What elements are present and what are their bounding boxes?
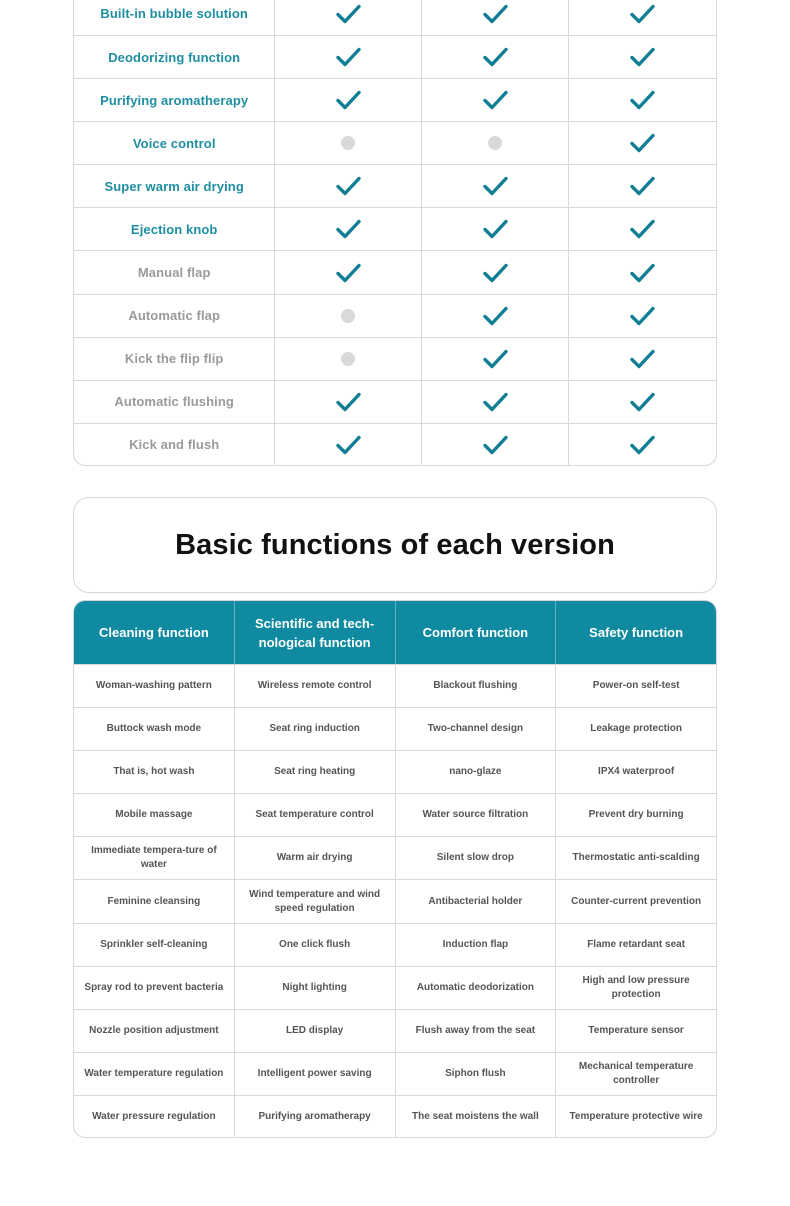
- table-row: [74, 793, 716, 836]
- unavailable-dot-icon: [341, 352, 355, 366]
- comparison-table: [73, 0, 717, 466]
- table-cell: nano-glaze: [396, 751, 557, 793]
- table-cell: Antibacterial holder: [396, 880, 557, 922]
- table-cell: Nozzle position adjustment: [74, 1010, 235, 1052]
- feature-availability-cell: [275, 338, 422, 380]
- check-icon: [335, 89, 362, 111]
- column-header: Comfort function: [396, 601, 557, 664]
- check-icon: [629, 218, 656, 240]
- feature-availability-cell: [422, 208, 569, 250]
- feature-label: Super warm air drying: [74, 165, 275, 207]
- feature-availability-cell: [275, 165, 422, 207]
- check-icon: [482, 46, 509, 68]
- table-cell: Buttock wash mode: [74, 708, 235, 750]
- feature-label: Purifying aromatherapy: [74, 79, 275, 121]
- table-row: [74, 207, 716, 250]
- feature-availability-cell: [569, 381, 716, 423]
- table-row: [74, 966, 716, 1009]
- feature-availability-cell: [275, 251, 422, 293]
- check-icon: [629, 89, 656, 111]
- table-row: [74, 750, 716, 793]
- check-icon: [482, 348, 509, 370]
- table-row: [74, 121, 716, 164]
- table-cell: Prevent dry burning: [588, 809, 684, 821]
- feature-label: Voice control: [74, 122, 275, 164]
- feature-availability-cell: [569, 424, 716, 466]
- check-icon: [482, 89, 509, 111]
- table-cell: Night lighting: [235, 967, 396, 1009]
- feature-availability-cell: [275, 208, 422, 250]
- check-icon: [629, 348, 656, 370]
- feature-availability-cell: [569, 165, 716, 207]
- table-cell: Seat ring heating: [235, 751, 396, 793]
- table-row: [74, 380, 716, 423]
- feature-availability-cell: [275, 122, 422, 164]
- feature-availability-cell: [275, 36, 422, 78]
- table-cell: Blackout flushing: [396, 665, 557, 707]
- table-cell: Water source filtration: [396, 794, 557, 836]
- check-icon: [629, 262, 656, 284]
- table-cell: Immediate tempera-ture of water: [74, 837, 235, 879]
- table-cell: IPX4 waterproof: [598, 766, 675, 778]
- table-row: [74, 0, 716, 35]
- feature-availability-cell: [275, 424, 422, 466]
- table-row: [74, 35, 716, 78]
- feature-availability-cell: [422, 36, 569, 78]
- table-cell: Mobile massage: [74, 794, 235, 836]
- table-cell: Induction flap: [396, 924, 557, 966]
- feature-label: Kick the flip flip: [74, 338, 275, 380]
- unavailable-dot-icon: [341, 136, 355, 150]
- table-cell: Intelligent power saving: [235, 1053, 396, 1095]
- feature-availability-cell: [569, 208, 716, 250]
- table-row: [74, 1009, 716, 1052]
- table-cell: Silent slow drop: [396, 837, 557, 879]
- check-icon: [629, 175, 656, 197]
- table-cell: Feminine cleansing: [74, 880, 235, 922]
- feature-availability-cell: [422, 165, 569, 207]
- check-icon: [335, 218, 362, 240]
- check-icon: [482, 305, 509, 327]
- check-icon: [482, 391, 509, 413]
- table-cell: Water temperature regulation: [74, 1053, 235, 1095]
- table-cell: Wireless remote control: [235, 665, 396, 707]
- table-row: [74, 294, 716, 337]
- table-cell: Water pressure regulation: [74, 1096, 235, 1138]
- check-icon: [335, 434, 362, 456]
- feature-availability-cell: [422, 338, 569, 380]
- feature-availability-cell: [422, 295, 569, 337]
- table-row: [74, 707, 716, 750]
- feature-availability-cell: [422, 122, 569, 164]
- feature-label: Built-in bubble solution: [74, 0, 275, 35]
- table-row: [74, 423, 716, 466]
- table-cell: Automatic deodorization: [396, 967, 557, 1009]
- check-icon: [629, 391, 656, 413]
- table-cell: Temperature sensor: [588, 1024, 684, 1036]
- table-cell: The seat moistens the wall: [396, 1096, 557, 1138]
- feature-availability-cell: [569, 295, 716, 337]
- column-header: Safety function: [589, 625, 684, 640]
- check-icon: [335, 46, 362, 68]
- table-cell: Flush away from the seat: [396, 1010, 557, 1052]
- table-row: [74, 78, 716, 121]
- feature-availability-cell: [275, 295, 422, 337]
- table-cell: Woman-washing pattern: [74, 665, 235, 707]
- check-icon: [482, 175, 509, 197]
- check-icon: [335, 391, 362, 413]
- table-cell: Sprinkler self-cleaning: [74, 924, 235, 966]
- table-cell: Mechanical temperature controller: [578, 1060, 694, 1086]
- table-cell: High and low pressure protection: [582, 974, 690, 1000]
- table-row: [74, 337, 716, 380]
- feature-availability-cell: [422, 251, 569, 293]
- feature-availability-cell: [275, 79, 422, 121]
- table-cell: Seat temperature control: [235, 794, 396, 836]
- check-icon: [482, 262, 509, 284]
- check-icon: [629, 305, 656, 327]
- feature-label: Ejection knob: [74, 208, 275, 250]
- feature-label: Automatic flap: [74, 295, 275, 337]
- check-icon: [629, 132, 656, 154]
- table-cell: One click flush: [235, 924, 396, 966]
- table-row: [74, 250, 716, 293]
- table-cell: Seat ring induction: [235, 708, 396, 750]
- table-row: [74, 879, 716, 922]
- table-cell: Siphon flush: [396, 1053, 557, 1095]
- table-row: [74, 1095, 716, 1138]
- feature-availability-cell: [569, 79, 716, 121]
- table-cell: Two-channel design: [396, 708, 557, 750]
- check-icon: [335, 3, 362, 25]
- feature-availability-cell: [569, 338, 716, 380]
- feature-availability-cell: [569, 36, 716, 78]
- table-row: [74, 664, 716, 707]
- feature-label: Deodorizing function: [74, 36, 275, 78]
- table-row: [74, 836, 716, 879]
- table-cell: LED display: [235, 1010, 396, 1052]
- table-cell: Spray rod to prevent bacteria: [74, 967, 235, 1009]
- feature-availability-cell: [422, 381, 569, 423]
- table-cell: Wind temperature and wind speed regulation: [235, 880, 396, 922]
- feature-availability-cell: [275, 0, 422, 35]
- check-icon: [482, 434, 509, 456]
- feature-label: Kick and flush: [74, 424, 275, 466]
- feature-label: Automatic flushing: [74, 381, 275, 423]
- table-cell: Purifying aromatherapy: [235, 1096, 396, 1138]
- table-cell: Flame retardant seat: [587, 938, 686, 950]
- check-icon: [629, 46, 656, 68]
- table-cell: Temperature protective wire: [569, 1110, 703, 1122]
- column-header: Cleaning function: [74, 601, 235, 664]
- check-icon: [629, 3, 656, 25]
- check-icon: [482, 3, 509, 25]
- section-title: Basic functions of each version: [175, 528, 615, 561]
- column-header: Scientific and tech-nological function: [235, 601, 396, 664]
- basic-functions-table: [73, 600, 717, 1138]
- table-cell: Counter-current prevention: [571, 895, 702, 907]
- check-icon: [335, 175, 362, 197]
- table-header-row: [74, 601, 716, 664]
- feature-availability-cell: [569, 251, 716, 293]
- check-icon: [482, 218, 509, 240]
- feature-availability-cell: [275, 381, 422, 423]
- table-cell: Warm air drying: [235, 837, 396, 879]
- table-row: [74, 164, 716, 207]
- feature-availability-cell: [422, 79, 569, 121]
- unavailable-dot-icon: [341, 309, 355, 323]
- table-row: [74, 923, 716, 966]
- feature-label: Manual flap: [74, 251, 275, 293]
- feature-availability-cell: [569, 122, 716, 164]
- check-icon: [629, 434, 656, 456]
- section-title-box: [73, 497, 717, 593]
- table-cell: Thermostatic anti-scalding: [572, 852, 700, 864]
- feature-availability-cell: [422, 424, 569, 466]
- table-cell: Power-on self-test: [592, 680, 680, 692]
- unavailable-dot-icon: [488, 136, 502, 150]
- feature-availability-cell: [422, 0, 569, 35]
- table-row: [74, 1052, 716, 1095]
- table-cell: Leakage protection: [590, 723, 682, 735]
- check-icon: [335, 262, 362, 284]
- table-cell: That is, hot wash: [74, 751, 235, 793]
- feature-availability-cell: [569, 0, 716, 35]
